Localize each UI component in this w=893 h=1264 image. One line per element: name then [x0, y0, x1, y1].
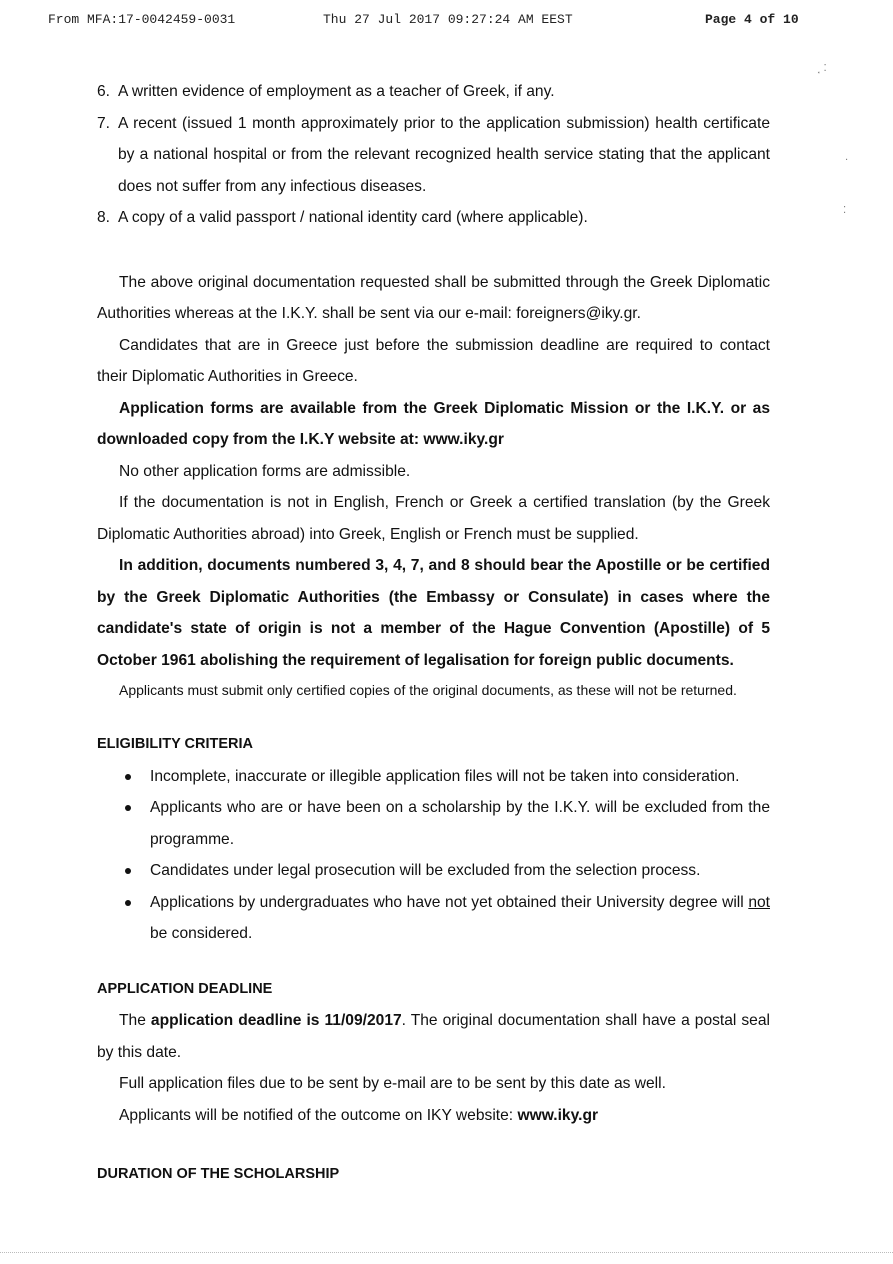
duration-heading: DURATION OF THE SCHOLARSHIP	[97, 1166, 340, 1182]
deadline-text-end: . The original documentation shall have a postal seal by this date.	[97, 1012, 770, 1061]
list-item	[97, 202, 770, 234]
email-deadline-paragraph: Full application files due to be sent by e-mail are to be sent by this date as well.	[119, 1075, 666, 1092]
translation-paragraph: If the documentation is not in English, French or Greek a certified translation (by the Greek Diplomatic Authorities abroad) into Greek, English or French must be supplied.	[97, 494, 770, 543]
list-item	[150, 887, 770, 950]
required-documents-list	[97, 76, 770, 234]
list-item-text: Incomplete, inaccurate or illegible application files will not be taken into consideration.	[150, 767, 740, 785]
deadline-text-start: The	[119, 1012, 151, 1029]
scan-bottom-edge	[0, 1252, 893, 1253]
document-body	[97, 76, 770, 1191]
list-item-text: Applications by undergraduates who have not yet obtained their University degree will	[150, 893, 749, 911]
scan-speckle-mark: ·	[845, 155, 849, 166]
list-item	[97, 108, 770, 203]
list-item	[150, 761, 770, 793]
iky-website-link[interactable]: www.iky.gr	[517, 1106, 599, 1124]
scan-speckle-mark: ⁚	[843, 205, 847, 216]
list-item-number: 6.	[97, 83, 111, 100]
eligibility-criteria-list	[97, 761, 770, 950]
list-item	[97, 76, 770, 108]
original-documentation-paragraph: The above original documentation requested shall be submitted through the Greek Diplomatic Authorities whereas at the I.K.Y. shall be sent via our e-mail: foreigners@iky.gr.	[97, 273, 770, 322]
list-item-text: A written evidence of employment as a teacher of Greek, if any.	[118, 83, 555, 100]
deadline-paragraph	[97, 1005, 770, 1068]
list-item-text: A copy of a valid passport / national identity card (where applicable).	[118, 209, 588, 226]
apostille-paragraph: In addition, documents numbered 3, 4, 7, and 8 should bear the Apostille or be certified by the Greek Diplomatic Authorities (the Embassy or Consulate) in cases where the candidate's state of origin is not a member of the Hague Convention (Apostille) of 5 October 1961 abolishing the requirement of legalisation for foreign public documents.	[97, 557, 770, 669]
eligibility-criteria-heading: ELIGIBILITY CRITERIA	[97, 736, 254, 752]
fax-sender: From MFA:17-0042459-0031	[48, 12, 236, 27]
list-item-text: Candidates under legal prosecution will be excluded from the selection process.	[150, 862, 701, 879]
certified-copies-paragraph: Applicants must submit only certified copies of the original documents, as these will not be returned.	[119, 682, 737, 698]
list-item-number: 8.	[97, 209, 111, 226]
fax-page-number: Page 4 of 10	[705, 12, 799, 27]
candidates-in-greece-paragraph: Candidates that are in Greece just before the submission deadline are required to contact their Diplomatic Authorities in Greece.	[97, 336, 770, 385]
list-item-text-end: be considered.	[150, 925, 253, 942]
deadline-date: application deadline is 11/09/2017	[150, 1012, 402, 1029]
list-item-text: Applicants who are or have been on a scholarship by the I.K.Y. will be excluded from the programme.	[150, 799, 770, 848]
application-deadline-heading: APPLICATION DEADLINE	[97, 980, 273, 997]
list-item	[150, 855, 770, 887]
list-item	[150, 792, 770, 855]
fax-datetime: Thu 27 Jul 2017 09:27:24 AM EEST	[323, 12, 573, 27]
application-forms-paragraph: Application forms are available from the Greek Diplomatic Mission or the I.K.Y. or as downloaded copy from the I.K.Y website at: www.iky.gr	[97, 399, 770, 448]
list-item-text: A recent (issued 1 month approximately prior to the application submission) health certificate by a national hospital or from the relevant recognized health service stating that the applicant does not suffer from any infectious diseases.	[118, 114, 770, 195]
scan-speckle-mark: ⸼ ⁚	[818, 63, 827, 74]
list-item-number: 7.	[97, 114, 111, 132]
fax-header	[0, 12, 893, 32]
no-other-forms-paragraph: No other application forms are admissible.	[119, 462, 411, 480]
underlined-not: not	[748, 893, 770, 911]
notification-paragraph	[97, 1100, 770, 1132]
notification-text: Applicants will be notified of the outcome on IKY website:	[119, 1106, 518, 1124]
